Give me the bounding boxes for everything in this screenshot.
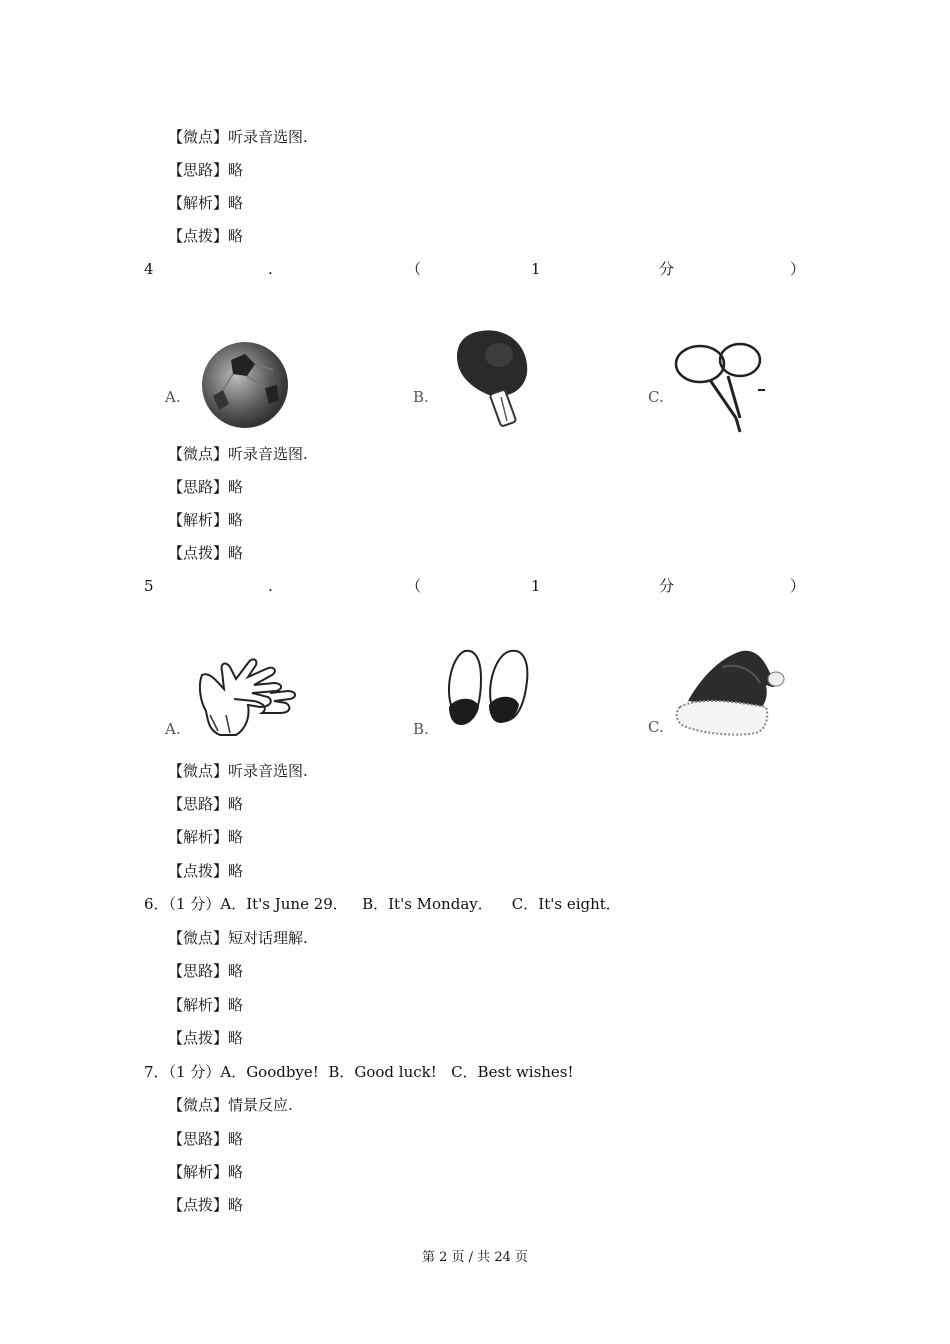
q5-unit: 分	[659, 577, 675, 595]
q5-dianbo: 【点拨】略	[168, 862, 244, 880]
soccer-ball-icon	[193, 330, 293, 430]
badminton-rackets-icon	[670, 340, 795, 435]
q5-score: 1	[531, 577, 541, 595]
shoes-icon	[441, 645, 541, 740]
q7-jiexi: 【解析】略	[168, 1163, 244, 1181]
q5-jiexi: 【解析】略	[168, 828, 244, 846]
q4-option-c	[648, 340, 788, 435]
option-letter: B.	[413, 720, 429, 738]
q7-weidian: 【微点】情景反应.	[168, 1096, 293, 1114]
q5-dot: .	[268, 577, 273, 595]
q6-question: 6．（1 分）A．It's June 29． B．It's Monday． C．It's eight．	[144, 895, 621, 913]
q4-unit: 分	[659, 260, 675, 278]
option-letter: C.	[648, 718, 664, 736]
q4-rparen: ）	[790, 260, 806, 278]
q5-option-b	[413, 645, 553, 745]
q6-silu: 【思路】略	[168, 962, 244, 980]
q5-header	[144, 576, 806, 596]
q5-number: 5	[144, 577, 154, 595]
q7-dianbo: 【点拨】略	[168, 1196, 244, 1214]
q7-question: 7．（1 分）A．Goodbye! B．Good luck! C．Best wishes!	[144, 1063, 574, 1081]
q4-dianbo: 【点拨】略	[168, 544, 244, 562]
q4-silu: 【思路】略	[168, 478, 244, 496]
q4-weidian: 【微点】听录音选图.	[168, 445, 308, 463]
q4-dot: .	[268, 260, 273, 278]
ping-pong-paddle-icon	[451, 325, 551, 430]
q4-number: 4	[144, 260, 154, 278]
q7-silu: 【思路】略	[168, 1130, 244, 1148]
q4-option-b	[413, 325, 553, 430]
option-letter: C.	[648, 388, 664, 406]
hat-icon	[672, 645, 787, 745]
q4-jiexi: 【解析】略	[168, 511, 244, 529]
q3-dianbo: 【点拨】略	[168, 227, 244, 245]
q4-lparen: （	[406, 260, 422, 278]
q5-weidian: 【微点】听录音选图.	[168, 762, 308, 780]
q5-lparen: （	[406, 577, 422, 595]
gloves-icon	[190, 655, 300, 745]
q5-option-c	[648, 645, 788, 745]
q6-weidian: 【微点】短对话理解.	[168, 929, 308, 947]
option-letter: A.	[165, 720, 181, 738]
option-letter: B.	[413, 388, 429, 406]
q5-rparen: ）	[790, 577, 806, 595]
q6-jiexi: 【解析】略	[168, 996, 244, 1014]
q6-dianbo: 【点拨】略	[168, 1029, 244, 1047]
q3-silu: 【思路】略	[168, 161, 244, 179]
option-letter: A.	[165, 388, 181, 406]
q4-header	[144, 259, 806, 279]
q5-option-a	[165, 655, 305, 745]
page-number: 第 2 页 / 共 24 页	[422, 1250, 528, 1265]
q4-option-a	[165, 330, 295, 430]
q3-jiexi: 【解析】略	[168, 194, 244, 212]
q4-score: 1	[531, 260, 541, 278]
q5-silu: 【思路】略	[168, 795, 244, 813]
q3-weidian: 【微点】听录音选图.	[168, 128, 308, 146]
